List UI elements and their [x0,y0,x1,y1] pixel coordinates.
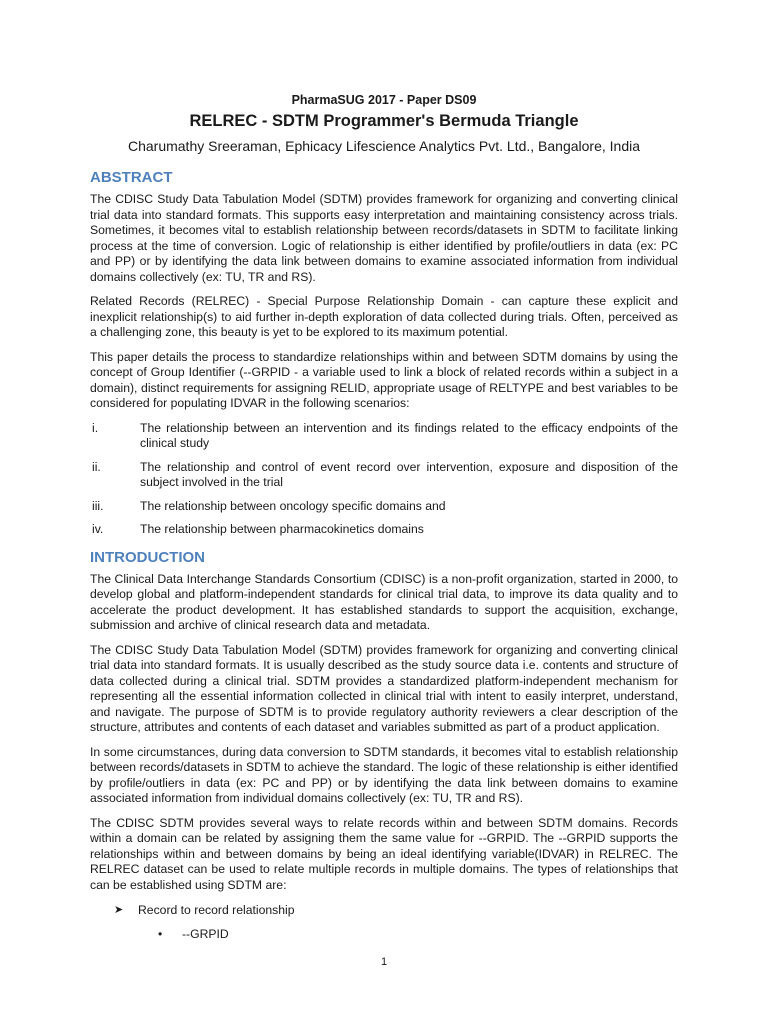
abstract-paragraph: This paper details the process to standardize relationships within and between SDTM domains by using the concept of Group Identifier (--GRPID - a variable used to link a block of related records within a subject in a domain), distinct requirements for assigning RELID, appropriate usage of RELTYPE and best variables to be considered for populating IDVAR in the following scenarios: [90,349,678,410]
bullet-dot-icon: • [158,927,163,941]
paper-title: RELREC - SDTM Programmer's Bermuda Triangle [189,112,579,130]
introduction-heading: INTRODUCTION [90,548,205,566]
conference-label: PharmaSUG 2017 - Paper DS09 [291,93,477,107]
introduction-paragraph: The Clinical Data Interchange Standards Consortium (CDISC) is a non-profit organization, started in 2000, to develop global and platform-independent standards for clinical trial data, to improve its data quality and to accelerate the product development. It has established standards to support the acquisition, exchange, submission and archive of clinical research data and metadata. [90,571,678,632]
scenario-item [90,499,678,515]
relationship-subitem-text: --GRPID [182,927,229,941]
scenario-text: The relationship between an intervention and its findings related to the efficacy endpoints of the clinical study [140,420,678,450]
author-line: Charumathy Sreeraman, Ephicacy Lifescience Analytics Pvt. Ltd., Bangalore, India [127,138,641,154]
scenario-number: iv. [92,522,104,536]
arrow-bullet-icon: ➤ [114,904,124,916]
scenario-text: The relationship and control of event record over intervention, exposure and disposition of the subject involved in the trial [140,459,678,489]
scenario-item [90,522,678,538]
introduction-paragraph: In some circumstances, during data conversion to SDTM standards, it becomes vital to establish relationship between records/datasets in SDTM to achieve the standard. The logic of these relationship is either identified by profile/outliers in data (ex: PC and PP) or by identifying the data link between domains to examine associated information from individual domains collectively (ex: TU, TR and RS). [90,744,678,805]
relationship-subitem [90,926,678,942]
scenario-list [90,421,678,538]
abstract-heading: ABSTRACT [90,169,173,186]
paper-page [90,92,678,942]
scenario-number: iii. [92,498,104,513]
scenario-number: ii. [92,459,101,474]
scenario-text: The relationship between pharmacokinetics domains [140,522,424,536]
abstract-paragraph: The CDISC Study Data Tabulation Model (SDTM) provides framework for organizing and converting clinical trial data into standard formats. This supports easy interpretation and maintaining consistency across trials. Sometimes, it becomes vital to establish relationship between records/datasets in SDTM to facilitate linking process at the time of conversion. Logic of relationship is either identified by profile/outliers in data (ex: PC and PP) or by identifying the data link between domains to examine associated information from individual domains collectively (ex: TU, TR and RS). [90,192,678,284]
scenario-text: The relationship between oncology specific domains and [140,498,446,513]
introduction-paragraph: The CDISC SDTM provides several ways to relate records within and between SDTM domains. Records within a domain can be related by assigning them the same value for --GRPID. The --GRPID supports the relationships within and between domains by being an ideal identifying variable(IDVAR) in RELREC. The RELREC dataset can be used to relate multiple records in multiple domains. The types of relationships that can be established using SDTM are: [90,815,678,892]
relationship-type-text: Record to record relationship [138,903,295,917]
abstract-paragraph: Related Records (RELREC) - Special Purpose Relationship Domain - can capture these explicit and inexplicit relationship(s) to aid further in-depth exploration of data collected during trials. Often, perceived as a challenging zone, this beauty is yet to be explored to its maximum potential. [90,294,678,339]
relationship-type-item [90,902,678,918]
introduction-paragraph: The CDISC Study Data Tabulation Model (SDTM) provides framework for organizing and converting clinical trial data into standard formats. It is usually described as the study source data i.e. contents and structure of data collected during a clinical trial. SDTM provides a standardized platform-independent mechanism for representing all the essential information collected in clinical trial with intent to easily interpret, understand, and navigate. The purpose of SDTM is to provide regulatory authority reviewers a clear description of the structure, attributes and contents of each dataset and variables submitted as part of a product application. [90,642,678,734]
scenario-item [90,460,678,491]
relationship-type-list [90,902,678,942]
scenario-number: i. [92,420,99,435]
scenario-item [90,421,678,452]
page-number: 1 [380,956,388,968]
